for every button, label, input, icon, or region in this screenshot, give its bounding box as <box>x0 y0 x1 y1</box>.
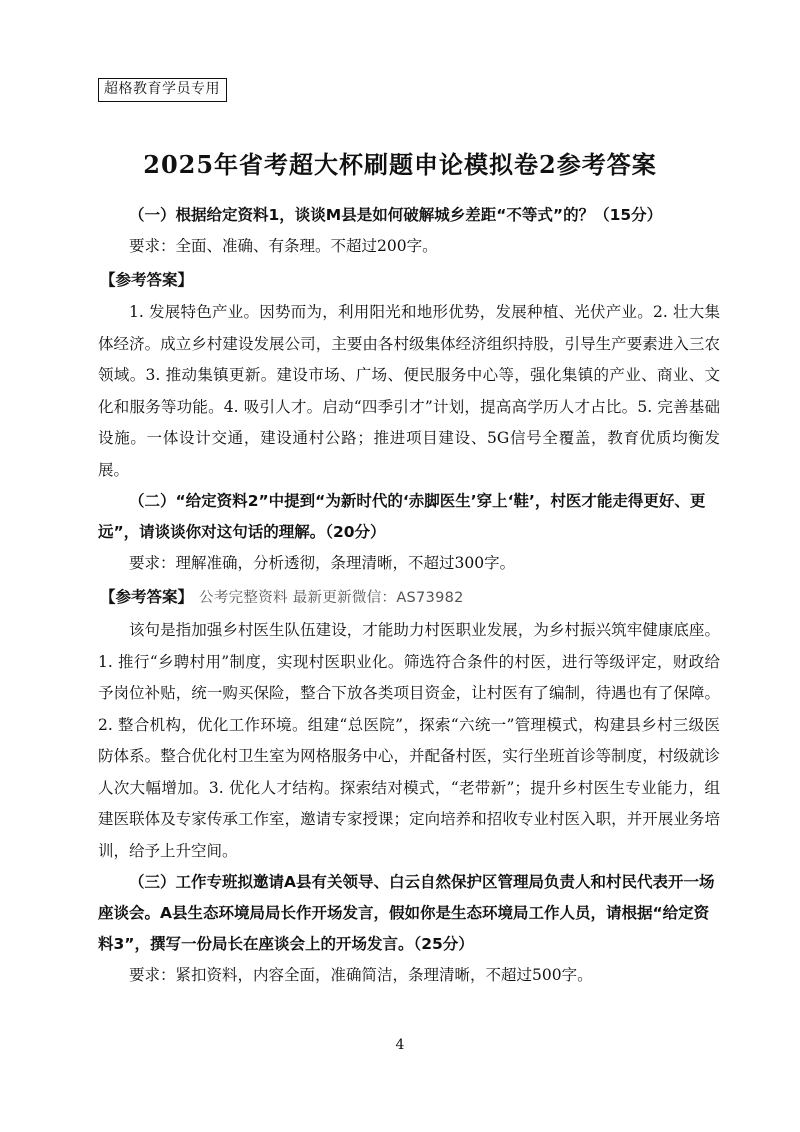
answer-label-text: 【参考答案】 <box>100 588 194 606</box>
document-body <box>98 200 720 991</box>
answer-2: 该句是指加强乡村医生队伍建设，才能助力村医职业发展，为乡村振兴筑牢健康底座。1. 推行“乡聘村用”制度，实现村医职业化。筛选符合条件的村医，进行等级评定，财政给予岗位补贴，统一购买保险，整合下放各类项目资金，让村医有了编制，待遇也有了保障。2. 整合机构，优化工作环境。组建“总医院”，探索“六统一”管理模式，构建县乡村三级医防体系。整合优化村卫生室为网格服务中心，并配备村医，实行坐班首诊等制度，村级就诊人次大幅增加。3. 优化人才结构。探索结对模式，“老带新”；提升乡村医生专业能力，组建医联体及专家传承工作室，邀请专家授课；定向培养和招收专业村医入职，并开展业务培训，给予上升空间。 <box>98 621 720 860</box>
page-title: 2025年省考超大杯刷题申论模拟卷2参考答案 <box>143 150 657 179</box>
user-stamp: 超格教育学员专用 <box>98 78 227 102</box>
answer-1: 1. 发展特色产业。因势而为，利用阳光和地形优势，发展种植、光伏产业。2. 壮大集体经济。成立乡村建设发展公司，主要由各村级集体经济组织持股，引导生产要素进入三农领域。3. 推动集镇更新。建设市场、广场、便民服务中心等，强化集镇的产业、商业、文化和服务等功能。4. 吸引人才。启动“四季引才”计划，提高高学历人才占比。5. 完善基础设施。一体设计交通，建设通村公路；推进项目建设、5G信号全覆盖，教育优质均衡发展。 <box>98 303 720 479</box>
answer-label-2 <box>98 581 720 615</box>
requirement-2: 要求：理解准确，分析透彻，条理清晰，不超过300字。 <box>129 554 516 572</box>
question-3: （三）工作专班拟邀请A县有关领导、白云自然保护区管理局负责人和村民代表开一场座谈会。A县生态环境局局长作开场发言，假如你是生态环境局工作人员，请根据“给定资料3”，撰写一份局长在座谈会上的开场发言。（25分） <box>98 873 715 953</box>
requirement-3: 要求：紧扣资料，内容全面，准确简洁，条理清晰，不超过500字。 <box>129 966 593 984</box>
page-number: 4 <box>395 1037 405 1053</box>
question-2: （二）“给定资料2”中提到“为新时代的‘赤脚医生’穿上‘鞋’，村医才能走得更好、更远”，请谈谈你对这句话的理解。（20分） <box>98 492 706 541</box>
promo-note: 公考完整资料 最新更新微信：AS73982 <box>199 590 464 606</box>
answer-label-1 <box>98 264 720 297</box>
question-1: （一）根据给定资料1，谈谈M县是如何破解城乡差距“不等式”的？（15分） <box>129 206 663 224</box>
answer-label-text: 【参考答案】 <box>100 271 194 289</box>
requirement-1: 要求：全面、准确、有条理。不超过200字。 <box>129 237 438 255</box>
